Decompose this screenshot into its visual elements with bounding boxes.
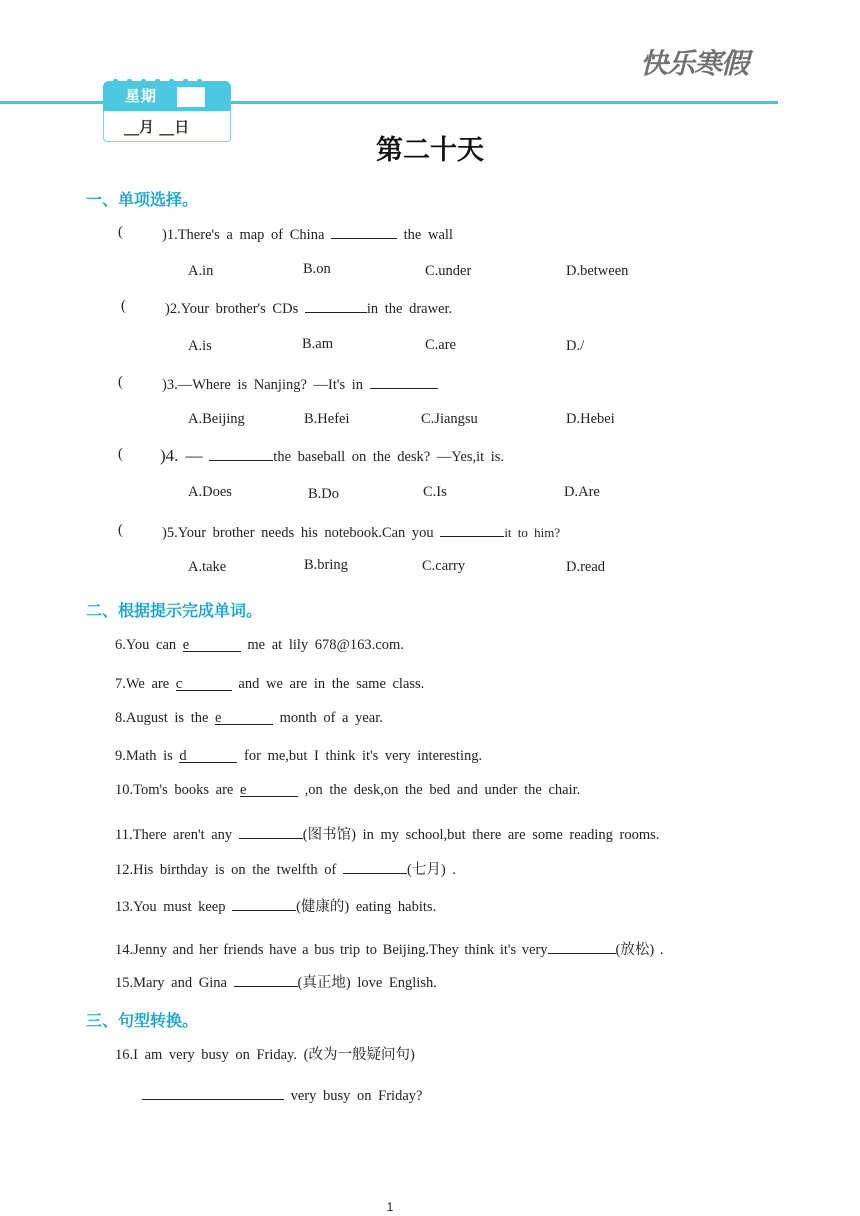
option-a: A.take [188, 559, 227, 575]
option-c: C.Is [423, 484, 447, 500]
section-heading-words: 二、根据提示完成单词。 [86, 601, 263, 620]
date-label: __月 __日 [124, 118, 190, 136]
answer-blank[interactable]: e [240, 782, 298, 797]
option-d: D.read [566, 559, 606, 575]
answer-blank[interactable] [548, 939, 616, 954]
option-c: C.Jiangsu [421, 411, 478, 427]
question-10: 10.Tom's books are e ,on the desk,on the bed and under the chair. [115, 782, 581, 798]
option-a: A.in [188, 263, 214, 279]
question-2: )2.Your brother's CDs in the drawer. [165, 298, 452, 318]
answer-blank[interactable] [239, 824, 303, 839]
answer-blank[interactable]: c [176, 676, 232, 691]
page-title: 第二十天 [376, 135, 484, 166]
question-1: )1.There's a map of China the wall [162, 224, 453, 244]
answer-paren[interactable]: ( [118, 374, 123, 390]
question-16: 16.I am very busy on Friday. (改为一般疑问句) [115, 1047, 415, 1063]
question-8: 8.August is the e month of a year. [115, 710, 383, 726]
answer-blank[interactable] [234, 972, 298, 987]
answer-paren[interactable]: ( [121, 298, 126, 314]
holiday-logo: 快乐寒假 [640, 47, 749, 80]
option-b: B.on [303, 261, 331, 277]
answer-blank[interactable] [440, 522, 504, 537]
option-d: D.between [566, 263, 629, 279]
question-4: )4. — the baseball on the desk? —Yes,it is. [160, 446, 505, 465]
option-b: B.bring [304, 557, 348, 573]
option-c: C.carry [422, 558, 466, 574]
answer-blank[interactable]: e [215, 710, 273, 725]
question-5: )5.Your brother needs his notebook.Can you it to him? [162, 522, 560, 542]
answer-blank[interactable] [232, 896, 296, 911]
option-a: A.is [188, 338, 212, 354]
answer-blank[interactable] [343, 859, 407, 874]
section-heading-choice: 一、单项选择。 [86, 190, 199, 209]
question-7: 7.We are c and we are in the same class. [115, 676, 425, 692]
section-heading-transform: 三、句型转换。 [86, 1011, 199, 1030]
question-12: 12.His birthday is on the twelfth of (七月) . [115, 858, 456, 879]
question-3: )3.—Where is Nanjing? —It's in [162, 374, 438, 394]
option-d: D.Hebei [566, 411, 615, 427]
page-number: 1 [386, 1200, 394, 1214]
answer-paren[interactable]: ( [118, 224, 123, 240]
weekday-box[interactable] [177, 87, 205, 107]
question-6: 6.You can e me at lily 678@163.com. [115, 637, 404, 653]
question-11: 11.There aren't any (图书馆) in my school,but there are some reading rooms. [115, 823, 659, 844]
question-16-answer: very busy on Friday? [142, 1085, 422, 1105]
option-d: D./ [566, 338, 585, 354]
question-13: 13.You must keep (健康的) eating habits. [115, 895, 436, 916]
question-14: 14.Jenny and her friends have a bus trip to Beijing.They think it's very (放松) . [115, 938, 663, 959]
answer-paren[interactable]: ( [118, 522, 123, 538]
option-b: B.Hefei [304, 411, 350, 427]
option-b: B.Do [308, 486, 340, 502]
question-9: 9.Math is d for me,but I think it's very interesting. [115, 748, 483, 764]
answer-paren[interactable]: ( [118, 446, 123, 462]
answer-blank[interactable]: e [183, 637, 241, 652]
option-b: B.am [302, 336, 334, 352]
option-a: A.Does [188, 484, 232, 500]
weekday-label: 星期 [125, 87, 158, 105]
answer-blank[interactable] [142, 1085, 284, 1100]
option-d: D.Are [564, 484, 600, 500]
answer-blank[interactable] [305, 298, 367, 313]
option-c: C.under [425, 263, 472, 279]
answer-blank[interactable] [209, 446, 273, 461]
option-c: C.are [425, 337, 456, 353]
option-a: A.Beijing [188, 411, 245, 427]
calendar-rings-icon [113, 75, 223, 85]
answer-blank[interactable] [331, 224, 397, 239]
question-15: 15.Mary and Gina (真正地) love English. [115, 971, 437, 992]
answer-blank[interactable] [370, 374, 438, 389]
answer-blank[interactable]: d [179, 748, 237, 763]
